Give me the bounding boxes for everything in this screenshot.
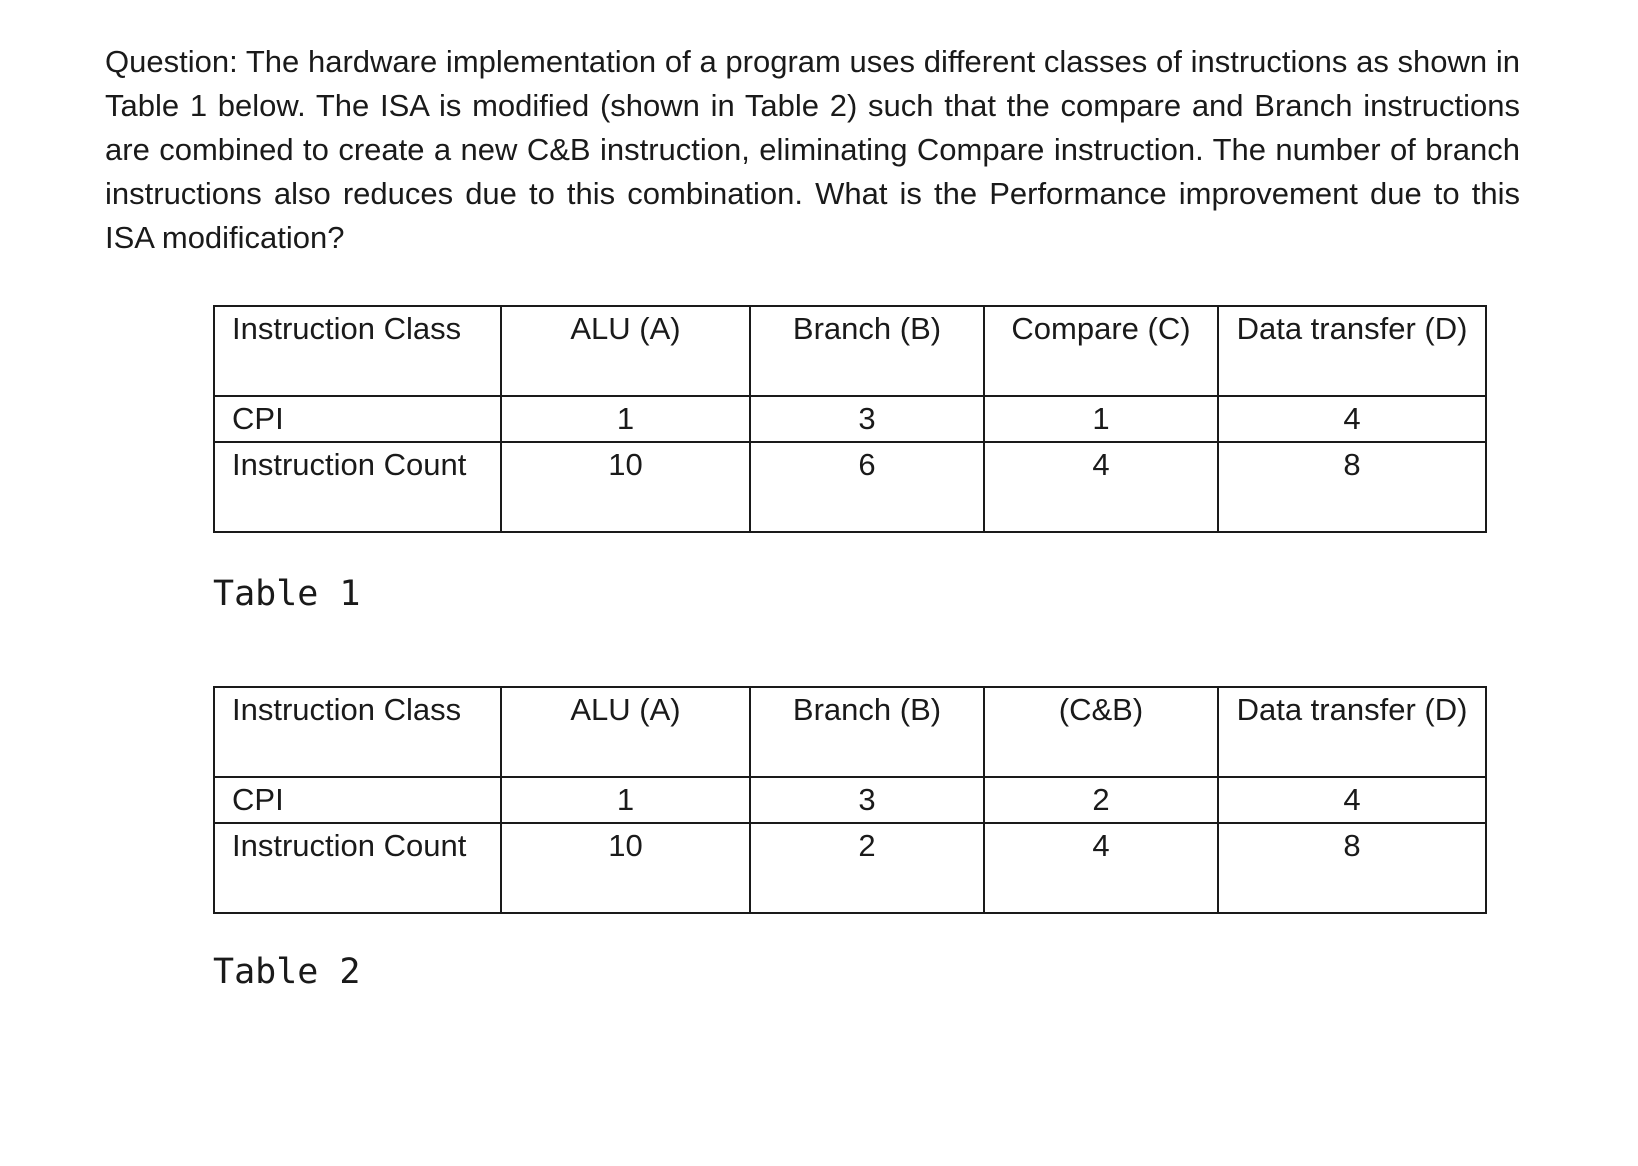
- cell-cpi-compare: 1: [984, 396, 1218, 442]
- table-1: [213, 305, 1487, 533]
- cell-ic-compare-and-branch: 4: [984, 823, 1218, 913]
- header-branch: Branch (B): [750, 306, 984, 396]
- cell-cpi-branch: 3: [750, 777, 984, 823]
- cell-cpi-alu: 1: [501, 777, 750, 823]
- header-compare-and-branch: (C&B): [984, 687, 1218, 777]
- cell-cpi-alu: 1: [501, 396, 750, 442]
- cell-ic-data-transfer: 8: [1218, 823, 1486, 913]
- table-row-cpi: [214, 396, 1486, 442]
- cell-ic-compare: 4: [984, 442, 1218, 532]
- table-2-caption: Table 2: [213, 952, 361, 992]
- table-1-caption: Table 1: [213, 574, 361, 614]
- table-row-instruction-count: [214, 442, 1486, 532]
- row-label-instruction-count: Instruction Count: [214, 823, 501, 913]
- cell-cpi-branch: 3: [750, 396, 984, 442]
- row-label-cpi: CPI: [214, 396, 501, 442]
- table-header-row: [214, 687, 1486, 777]
- cell-ic-data-transfer: 8: [1218, 442, 1486, 532]
- table-row-cpi: [214, 777, 1486, 823]
- table-row-instruction-count: [214, 823, 1486, 913]
- header-branch: Branch (B): [750, 687, 984, 777]
- question-text: Question: The hardware implementation of a program uses different classes of instructions as shown in Table 1 below. The ISA is modified (shown in Table 2) such that the compare and Branch instructions are combined to create a new C&B instruction, eliminating Compare instruction. The number of branch instructions also reduces due to this combination. What is the Performance improvement due to this ISA modification?: [105, 44, 1520, 255]
- header-instruction-class: Instruction Class: [214, 306, 501, 396]
- header-data-transfer: Data transfer (D): [1218, 306, 1486, 396]
- cell-ic-alu: 10: [501, 442, 750, 532]
- header-alu: ALU (A): [501, 687, 750, 777]
- header-compare: Compare (C): [984, 306, 1218, 396]
- cell-cpi-compare-and-branch: 2: [984, 777, 1218, 823]
- cell-ic-branch: 6: [750, 442, 984, 532]
- row-label-cpi: CPI: [214, 777, 501, 823]
- row-label-instruction-count: Instruction Count: [214, 442, 501, 532]
- cell-ic-alu: 10: [501, 823, 750, 913]
- header-data-transfer: Data transfer (D): [1218, 687, 1486, 777]
- header-instruction-class: Instruction Class: [214, 687, 501, 777]
- cell-cpi-data-transfer: 4: [1218, 396, 1486, 442]
- header-alu: ALU (A): [501, 306, 750, 396]
- table-header-row: [214, 306, 1486, 396]
- cell-cpi-data-transfer: 4: [1218, 777, 1486, 823]
- table-2: [213, 686, 1487, 914]
- cell-ic-branch: 2: [750, 823, 984, 913]
